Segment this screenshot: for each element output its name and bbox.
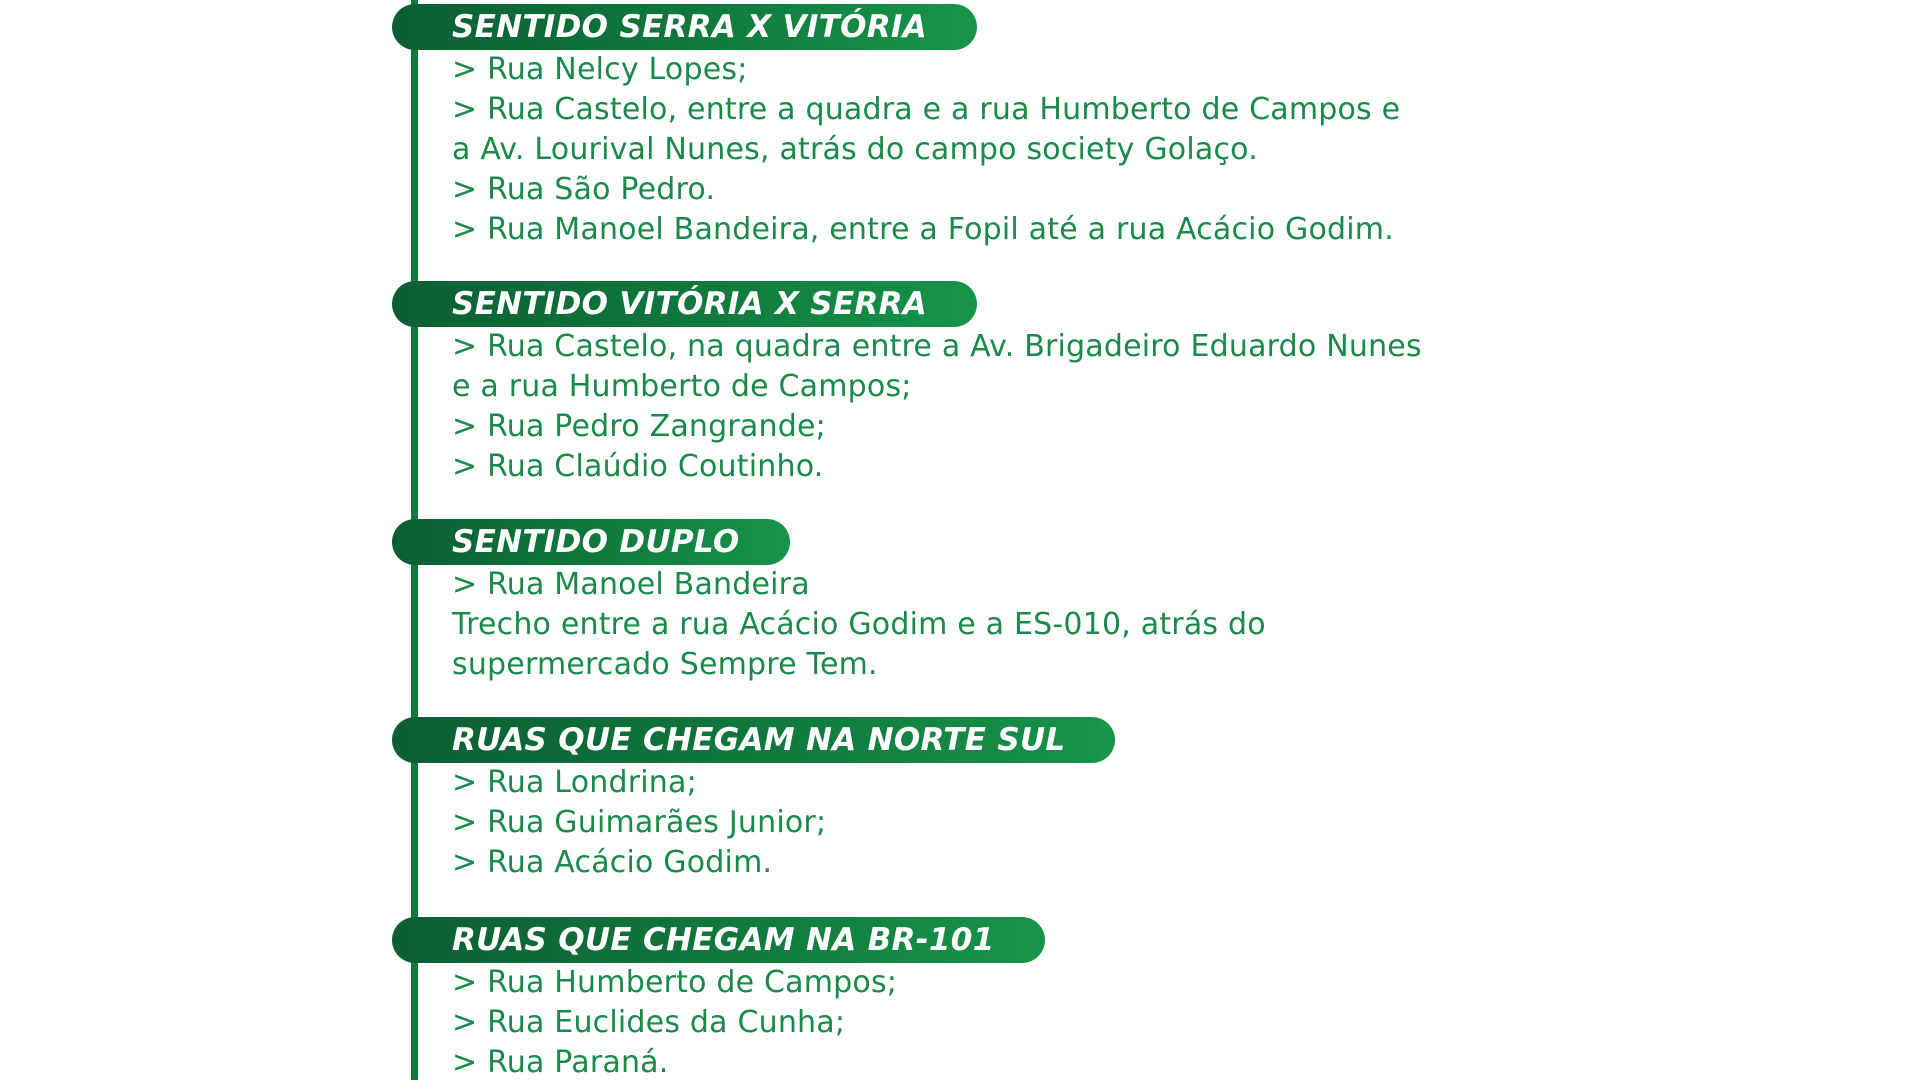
list-item: > Rua Euclides da Cunha;: [452, 1005, 846, 1040]
section-br-101: [392, 917, 1512, 1080]
list-item: > Rua Castelo, na quadra entre a Av. Brigadeiro Eduardo Nunes: [452, 329, 1422, 364]
list-item: > Rua Pedro Zangrande;: [452, 409, 826, 444]
section-serra-vitoria: [392, 4, 1512, 250]
list-item: > Rua Claúdio Coutinho.: [452, 449, 824, 484]
section-heading: SENTIDO VITÓRIA X SERRA: [392, 281, 977, 327]
street-list: [392, 565, 1512, 685]
list-item: e a rua Humberto de Campos;: [452, 369, 912, 404]
section-vitoria-serra: [392, 281, 1512, 487]
section-sentido-duplo: [392, 519, 1512, 685]
list-item: > Rua Manoel Bandeira, entre a Fopil até a rua Acácio Godim.: [452, 212, 1394, 247]
street-list: [392, 963, 1512, 1080]
list-item: Trecho entre a rua Acácio Godim e a ES-010, atrás do: [452, 607, 1266, 642]
list-item: > Rua Londrina;: [452, 765, 697, 800]
section-heading: SENTIDO SERRA X VITÓRIA: [392, 4, 977, 50]
section-heading: RUAS QUE CHEGAM NA BR-101: [392, 917, 1045, 963]
section-heading: SENTIDO DUPLO: [392, 519, 790, 565]
list-item: > Rua Paraná.: [452, 1045, 669, 1080]
list-item: > Rua Guimarães Junior;: [452, 805, 827, 840]
list-item: > Rua Humberto de Campos;: [452, 965, 898, 1000]
list-item: supermercado Sempre Tem.: [452, 647, 878, 682]
street-list: [392, 50, 1512, 250]
list-item: > Rua Manoel Bandeira: [452, 567, 810, 602]
section-norte-sul: [392, 717, 1512, 883]
list-item: > Rua São Pedro.: [452, 172, 716, 207]
list-item: > Rua Acácio Godim.: [452, 845, 773, 880]
list-item: a Av. Lourival Nunes, atrás do campo society Golaço.: [452, 132, 1258, 167]
street-list: [392, 327, 1512, 487]
section-heading: RUAS QUE CHEGAM NA NORTE SUL: [392, 717, 1115, 763]
list-item: > Rua Nelcy Lopes;: [452, 52, 748, 87]
street-list: [392, 763, 1512, 883]
list-item: > Rua Castelo, entre a quadra e a rua Humberto de Campos e: [452, 92, 1401, 127]
